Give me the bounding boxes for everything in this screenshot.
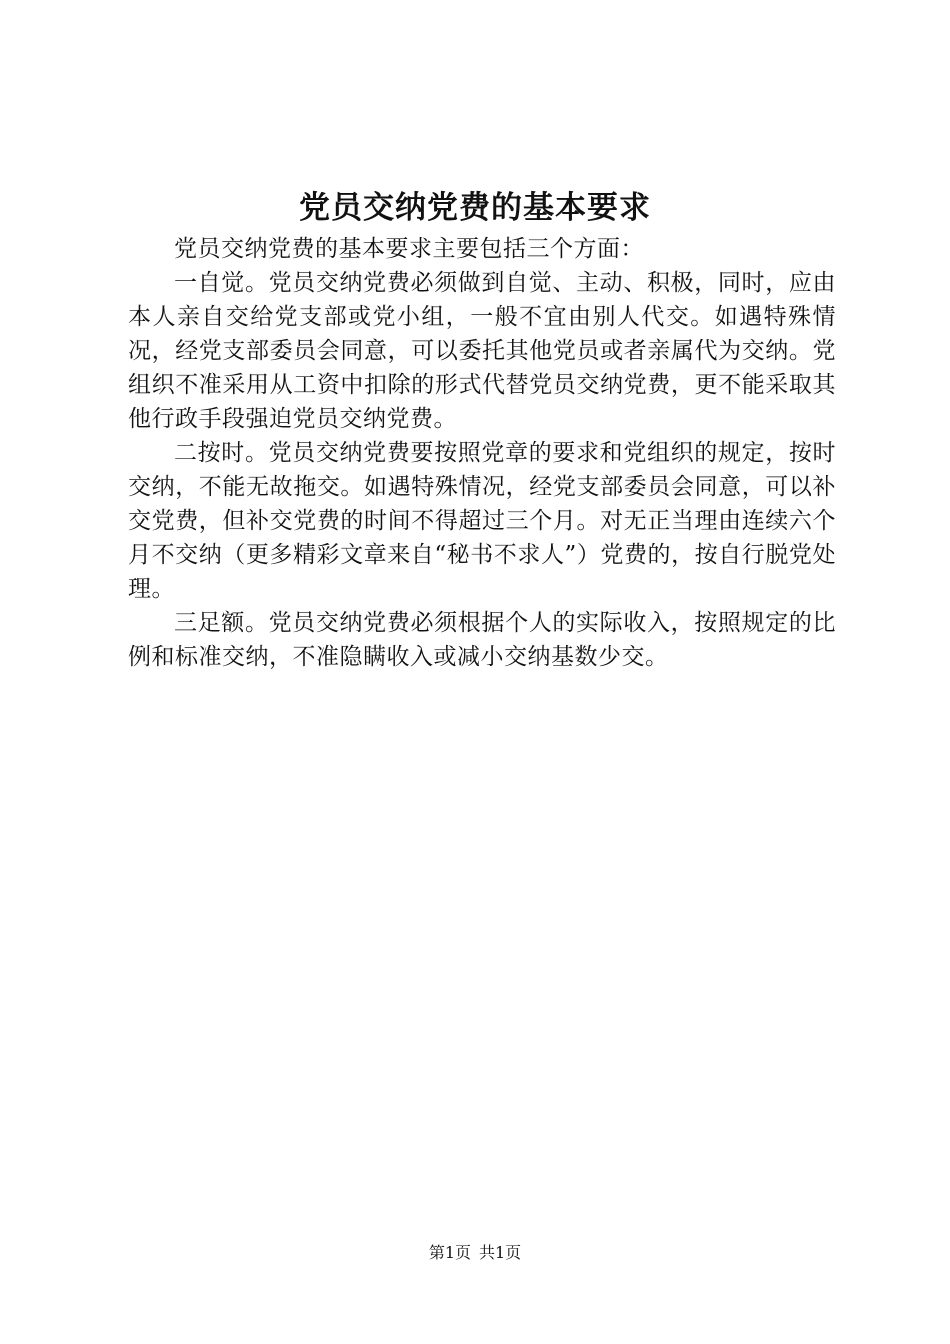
paragraph-self-conscious: 一自觉。党员交纳党费必须做到自觉、主动、积极，同时，应由本人亲自交给党支部或党小组，一般不宜由别人代交。如遇特殊情况，经党支部委员会同意，可以委托其他党员或者亲属代为交纳。党组织不准采用从工资中扣除的形式代替党员交纳党费，更不能采取其他行政手段强迫党员交纳党费。 (128, 270, 836, 432)
paragraph-on-time: 二按时。党员交纳党费要按照党章的要求和党组织的规定，按时交纳，不能无故拖交。如遇特殊情况，经党支部委员会同意，可以补交党费，但补交党费的时间不得超过三个月。对无正当理由连续六个月不交纳（更多精彩文章来自“秘书不求人”）党费的，按自行脱党处理。 (128, 440, 836, 602)
document-body (128, 232, 836, 674)
page-footer (0, 1242, 950, 1264)
paragraph-full-amount: 三足额。党员交纳党费必须根据个人的实际收入，按照规定的比例和标准交纳，不准隐瞒收入或减小交纳基数少交。 (128, 610, 836, 670)
page-number-total: 共1页 (479, 1243, 522, 1262)
intro-paragraph: 党员交纳党费的基本要求主要包括三个方面： (174, 236, 644, 262)
page-number-current: 第1页 (428, 1243, 471, 1262)
document-title: 党员交纳党费的基本要求 (299, 190, 651, 226)
